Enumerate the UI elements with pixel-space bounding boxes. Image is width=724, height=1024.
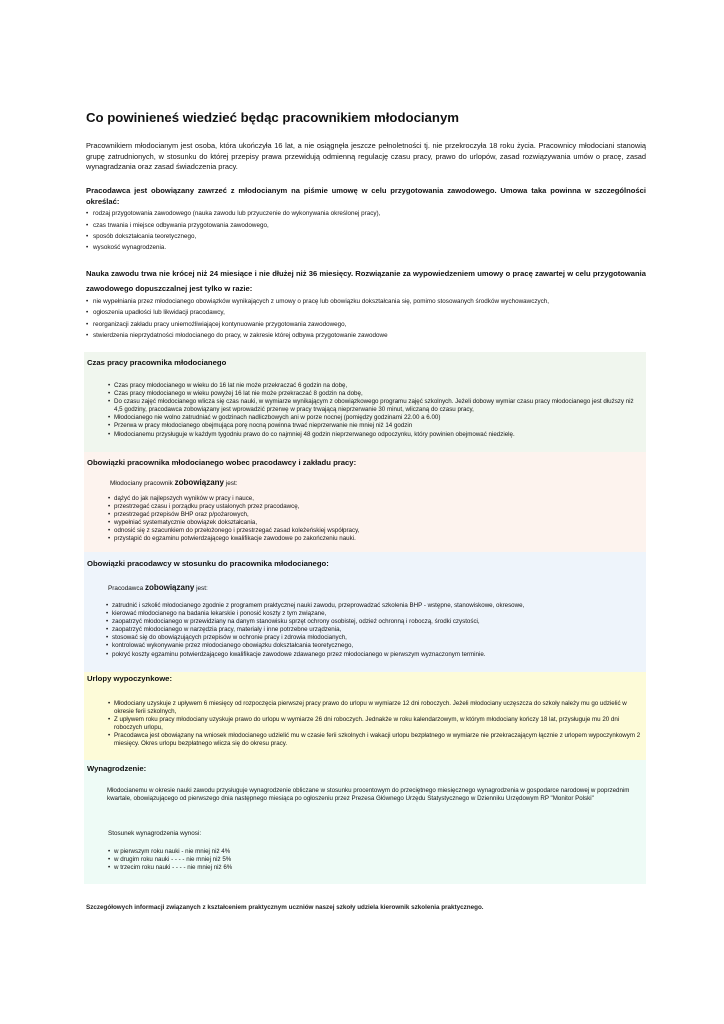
- worktime-box: [84, 352, 646, 452]
- list-item: • Młodocianego nie wolno zatrudniać w godzinach nadliczbowych ani w porze nocnej (pomiędzy godzinami 22.00 a 6.00): [108, 414, 642, 422]
- pay-title: Wynagrodzenie:: [87, 764, 147, 773]
- pay-ratio-label: Stosunek wynagrodzenia wynosi:: [108, 830, 202, 837]
- duties-employer-title: Obowiązki pracodawcy w stosunku do pracownika młodocianego:: [87, 559, 329, 568]
- list-item: • w trzecim roku nauki - - - - nie mniej niż 6%: [108, 864, 508, 872]
- list-item: • przystąpić do egzaminu potwierdzającego kwalifikacje zawodowe po zakończeniu nauki.: [108, 535, 642, 543]
- list-item: • Z upływem roku pracy młodociany uzyskuje prawo do urlopu w wymiarze 26 dni roboczych. Jednakże w roku kalendarzowym, w którym młodociany kończy 18 lat, przysługuje mu 20 dni roboczych urlopu,: [108, 716, 642, 732]
- list-item: • Młodociany uzyskuje z upływem 6 miesięcy od rozpoczęcia pierwszej pracy prawo do urlopu w wymiarze 12 dni roboczych. Jeżeli młodociany uczęszcza do szkoły należy mu go udzielić w okresie ferii szkolnych,: [108, 700, 642, 716]
- list-item: • nie wypełniania przez młodocianego obowiązków wynikających z umowy o pracę lub obowiązku dokształcania się, pomimo stosowanych środków wychowawczych,: [86, 296, 646, 307]
- duration-section: [86, 266, 646, 342]
- duties-worker-box: [84, 452, 646, 552]
- worktime-title: Czas pracy pracownika młodocianego: [87, 358, 227, 367]
- list-item: • stosować się do obowiązujących przepisów w ochronie pracy i zdrowia młodocianych,: [106, 634, 642, 642]
- list-item: • pokryć koszty egzaminu potwierdzającego kwalifikacje zawodowe zdawanego przez młodocianego w pierwszym wyznaczonym terminie.: [106, 651, 642, 659]
- list-item: • Czas pracy młodocianego w wieku do 16 lat nie może przekraczać 6 godzin na dobę,: [108, 382, 642, 390]
- intro-paragraph: Pracownikiem młodocianym jest osoba, która ukończyła 16 lat, a nie osiągnęła jeszcze pełnoletności tj. nie przekroczyła 18 roku życia. Pracownicy młodociani stanowią grupę zatrudnionych, w stosunku do której przepisy prawa przewidują odmienną regulację czasu pracy, prawo do urlopów, zasad rozwiązywania umów o pracę, zasad wynagradzania oraz zasad świadczenia pracy.: [86, 141, 646, 172]
- list-item: • w pierwszym roku nauki - nie mniej niż 4%: [108, 848, 508, 856]
- footer-note: Szczegółowych informacji związanych z kształceniem praktycznym uczniów naszej szkoły udziela kierownik szkolenia praktycznego.: [86, 904, 484, 911]
- list-item: • Przerwa w pracy młodocianego obejmująca porę nocną powinna trwać nieprzerwanie nie mniej niż 14 godzin: [108, 422, 642, 430]
- list-item: • w drugim roku nauki - - - - nie mniej niż 5%: [108, 856, 508, 864]
- list-item: • Czas pracy młodocianego w wieku powyżej 16 lat nie może przekraczać 8 godzin na dobę,: [108, 390, 642, 398]
- list-item: • odnosić się z szacunkiem do przełożonego i przestrzegać zasad koleżeńskiej współpracy,: [108, 527, 642, 535]
- list-item: • przestrzegać przepisów BHP oraz p/pożarowych,: [108, 511, 642, 519]
- duties-employer-list: [106, 602, 642, 659]
- duties-worker-list: [108, 495, 642, 544]
- list-item: • zaopatrzyć młodocianego w narzędzia pracy, materiały i inne potrzebne urządzenia,: [106, 626, 642, 634]
- contract-list: [86, 208, 646, 254]
- duties-worker-lead: Młodociany pracownik zobowiązany jest:: [110, 478, 238, 487]
- duties-employer-lead: Pracodawca zobowiązany jest:: [108, 583, 208, 592]
- pay-text: Młodocianemu w okresie nauki zawodu przysługuje wynagrodzenie obliczane w stosunku procentowym do przeciętnego miesięcznego wynagrodzenia w gospodarce narodowej w poprzednim kwartale, obowiązującego od pierwszego dnia następnego miesiąca po ogłoszeniu przez Prezesa Głównego Urzędu Statystycznego w Dzienniku Urzędowym RP "Monitor Polski": [107, 787, 630, 803]
- duration-list: [86, 296, 646, 342]
- worktime-list: [108, 382, 642, 439]
- contract-heading: Pracodawca jest obowiązany zawrzeć z młodocianym na piśmie umowę w celu przygotowania zawodowego. Umowa taka powinna w szczególności określać:: [86, 186, 646, 206]
- pay-ratio-list: [108, 848, 508, 872]
- list-item: • ogłoszenia upadłości lub likwidacji pracodawcy,: [86, 307, 646, 318]
- leave-list: [108, 700, 642, 749]
- list-item: • dążyć do jak najlepszych wyników w pracy i nauce,: [108, 495, 642, 503]
- list-item: • stwierdzenia nieprzydatności młodocianego do pracy, w zakresie której odbywa przygotowanie zawodowe: [86, 330, 646, 341]
- list-item: • reorganizacji zakładu pracy uniemożliwiającej kontynuowanie przygotowania zawodowego,: [86, 319, 646, 330]
- contract-section: [86, 186, 646, 254]
- list-item: • zaopatrzyć młodocianego w przewidziany na danym stanowisku sprzęt ochrony osobistej, odzież ochronną i roboczą, środki czystości,: [106, 618, 642, 626]
- list-item: • zatrudnić i szkolić młodocianego zgodnie z programem praktycznej nauki zawodu, przeprowadzać szkolenia BHP - wstępne, stanowiskowe, okresowe,: [106, 602, 642, 610]
- list-item: • przestrzegać czasu i porządku pracy ustalonych przez pracodawcę,: [108, 503, 642, 511]
- duration-heading: Nauka zawodu trwa nie krócej niż 24 miesiące i nie dłużej niż 36 miesięcy. Rozwiązanie za wypowiedzeniem umowy o pracę zawartej w celu przygotowania zawodowego dopuszczalnej jest tylko w razie:: [86, 269, 646, 293]
- list-item: • czas trwania i miejsce odbywania przygotowania zawodowego,: [86, 220, 646, 231]
- list-item: • Pracodawca jest obowiązany na wniosek młodocianego udzielić mu w czasie ferii szkolnych i wakacji urlopu bezpłatnego w wymiarze nie przekraczającym łącznie z urlopem wypoczynkowym 2 miesięcy. Okres urlopu bezpłatnego wlicza się do okresu pracy.: [108, 732, 642, 748]
- list-item: • sposób dokształcania teoretycznego,: [86, 231, 646, 242]
- pay-box: [84, 760, 646, 884]
- list-item: • rodzaj przygotowania zawodowego (nauka zawodu lub przyuczenie do wykonywania określonej pracy),: [86, 208, 646, 219]
- list-item: • Do czasu zajęć młodocianego wlicza się czas nauki, w wymiarze wynikającym z obowiązkowego programu zajęć szkolnych. Jeżeli dobowy wymiar czasu pracy młodocianego jest dłuższy niż 4,5 godziny, pracodawca zobowiązany jest wprowadzić przerwę w pracy trwającą nieprzerwanie 30 minut, wliczaną do czasu pracy,: [108, 398, 642, 414]
- list-item: • wypełniać systematycznie obowiązek dokształcania,: [108, 519, 642, 527]
- leave-title: Urlopy wypoczynkowe:: [87, 674, 173, 683]
- duties-worker-title: Obowiązki pracownika młodocianego wobec pracodawcy i zakładu pracy:: [87, 458, 357, 467]
- list-item: • kontrolować wykonywanie przez młodocianego obowiązku dokształcania teoretycznego,: [106, 642, 642, 650]
- duties-employer-box: [84, 552, 646, 672]
- list-item: • Młodocianemu przysługuje w każdym tygodniu prawo do co najmniej 48 godzin nieprzerwanego odpoczynku, który powinien obejmować niedzielę.: [108, 431, 642, 439]
- page-title: Co powinieneś wiedzieć będąc pracownikiem młodocianym: [86, 110, 460, 125]
- leave-box: [84, 672, 646, 760]
- list-item: • kierować młodocianego na badania lekarskie i ponosić koszty z tym związane,: [106, 610, 642, 618]
- list-item: • wysokość wynagrodzenia.: [86, 242, 646, 253]
